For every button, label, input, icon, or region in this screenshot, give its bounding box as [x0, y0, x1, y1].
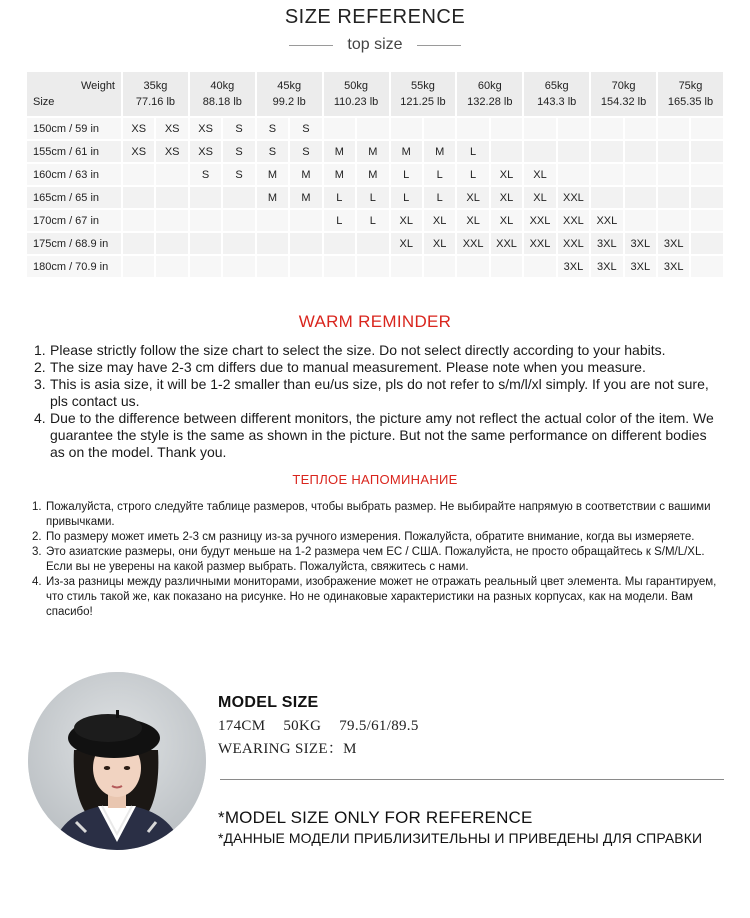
size-cell: S — [223, 118, 254, 139]
list-item: 2. The size may have 2-3 cm differs due to manual measurement. Please note when you measure. — [34, 359, 646, 375]
size-cell — [625, 187, 656, 208]
size-cell: XXL — [558, 210, 589, 231]
size-cell — [391, 256, 422, 277]
size-cell — [658, 118, 689, 139]
size-cell: XL — [457, 210, 488, 231]
size-cell — [558, 118, 589, 139]
size-cell — [223, 210, 254, 231]
size-cell — [123, 210, 154, 231]
size-cell: XXL — [558, 233, 589, 254]
warm-reminder-ru-title: ТЕПЛОЕ НАПОМИНАНИЕ — [292, 472, 458, 487]
table-row — [27, 210, 723, 231]
size-cell — [190, 210, 221, 231]
row-height-label: 170cm / 67 in — [27, 210, 121, 231]
weight-axis-label: Weight — [80, 80, 115, 92]
size-cell — [324, 233, 355, 254]
size-cell — [691, 233, 723, 254]
size-cell — [290, 233, 321, 254]
size-cell: L — [424, 187, 455, 208]
size-cell: S — [257, 118, 288, 139]
size-cell: 3XL — [658, 233, 689, 254]
size-cell: XL — [524, 164, 555, 185]
size-cell — [123, 164, 154, 185]
size-cell: XS — [190, 141, 221, 162]
size-cell: L — [357, 187, 388, 208]
size-cell — [691, 118, 723, 139]
size-cell — [324, 256, 355, 277]
size-cell — [290, 256, 321, 277]
size-cell: S — [223, 141, 254, 162]
size-cell: M — [424, 141, 455, 162]
weight-header: 75kg 165.35 lb — [658, 72, 723, 116]
size-cell — [357, 118, 388, 139]
warm-reminder-title: WARM REMINDER — [298, 312, 452, 331]
size-cell: L — [324, 187, 355, 208]
size-cell: XL — [491, 210, 522, 231]
size-cell — [223, 233, 254, 254]
size-cell — [123, 233, 154, 254]
size-cell: XS — [123, 118, 154, 139]
weight-header: 45kg 99.2 lb — [257, 72, 322, 116]
size-cell — [625, 210, 656, 231]
model-measurements: 79.5/61/89.5 — [339, 718, 419, 734]
size-cell — [524, 141, 555, 162]
size-cell — [424, 256, 455, 277]
reference-note-en: *MODEL SIZE ONLY FOR REFERENCE — [218, 808, 533, 827]
size-cell — [190, 256, 221, 277]
size-cell — [658, 187, 689, 208]
subtitle-row — [0, 36, 750, 54]
size-cell — [223, 256, 254, 277]
list-item: 3. Это азиатские размеры, они будут меньше на 1-2 размера чем ЕС / США. Пожалуйста, не просто обращайтесь к S/M/L/XL. Если вы не уверены на какой размер выбрать. Пожалуйста, свяжитесь с нами. — [32, 546, 705, 573]
size-cell: L — [391, 187, 422, 208]
size-cell: M — [290, 187, 321, 208]
size-cell: 3XL — [558, 256, 589, 277]
size-cell — [190, 233, 221, 254]
size-cell: S — [290, 141, 321, 162]
size-cell: M — [324, 164, 355, 185]
model-size-title: MODEL SIZE — [218, 694, 319, 711]
size-cell — [391, 118, 422, 139]
warm-reminder-list — [34, 342, 724, 461]
size-cell — [257, 210, 288, 231]
size-cell: L — [457, 141, 488, 162]
size-cell: L — [324, 210, 355, 231]
size-cell — [558, 141, 589, 162]
size-cell — [658, 210, 689, 231]
size-cell: XXL — [491, 233, 522, 254]
size-cell — [524, 256, 555, 277]
size-cell: XXL — [524, 233, 555, 254]
size-cell: XL — [457, 187, 488, 208]
size-cell — [691, 141, 723, 162]
size-cell — [491, 118, 522, 139]
size-cell: 3XL — [658, 256, 689, 277]
model-weight: 50KG — [283, 718, 322, 734]
size-cell: M — [357, 164, 388, 185]
size-cell: M — [357, 141, 388, 162]
size-cell — [123, 256, 154, 277]
model-illustration — [28, 672, 206, 850]
list-item: 1. Пожалуйста, строго следуйте таблице размеров, чтобы выбрать размер. Не выбирайте напрямую в соответствии с вашими привычками. — [32, 501, 711, 528]
size-cell: XL — [491, 164, 522, 185]
size-cell — [491, 256, 522, 277]
size-cell: XXL — [558, 187, 589, 208]
size-cell: L — [457, 164, 488, 185]
size-cell — [457, 256, 488, 277]
size-cell: 3XL — [591, 233, 622, 254]
weight-header: 65kg 143.3 lb — [524, 72, 589, 116]
weight-header: 55kg 121.25 lb — [391, 72, 456, 116]
size-cell — [123, 187, 154, 208]
size-axis-label: Size — [33, 96, 55, 108]
weight-header: 60kg 132.28 lb — [457, 72, 522, 116]
size-cell — [524, 118, 555, 139]
size-cell — [357, 233, 388, 254]
size-cell: L — [424, 164, 455, 185]
size-cell — [156, 256, 187, 277]
size-cell: XL — [391, 233, 422, 254]
size-cell: S — [290, 118, 321, 139]
size-cell: XL — [524, 187, 555, 208]
size-cell: 3XL — [625, 233, 656, 254]
size-cell — [424, 118, 455, 139]
table-row — [27, 164, 723, 185]
size-cell: XL — [424, 233, 455, 254]
size-cell — [591, 164, 622, 185]
weight-header: 40kg 88.18 lb — [190, 72, 255, 116]
size-cell — [491, 141, 522, 162]
model-height: 174CM — [218, 718, 266, 734]
size-cell — [691, 187, 723, 208]
list-item: 3. This is asia size, it will be 1-2 smaller than eu/us size, pls do not refer to s/m/l/xl simply. If you are not sure, pls contact us. — [34, 376, 709, 409]
size-cell — [324, 118, 355, 139]
size-cell — [290, 210, 321, 231]
weight-header: 35kg 77.16 lb — [123, 72, 188, 116]
row-height-label: 165cm / 65 in — [27, 187, 121, 208]
size-cell — [691, 256, 723, 277]
size-cell — [257, 256, 288, 277]
list-item: 2. По размеру может иметь 2-3 см разницу из-за ручного измерения. Пожалуйста, обратите внимание, когда вы измеряете. — [32, 531, 695, 543]
corner-cell — [27, 72, 121, 116]
size-cell — [257, 233, 288, 254]
size-cell — [625, 164, 656, 185]
size-cell: M — [391, 141, 422, 162]
table-row — [27, 187, 723, 208]
size-cell: 3XL — [591, 256, 622, 277]
size-cell: XL — [491, 187, 522, 208]
list-item: 4. Из-за разницы между различными мониторами, изображение может не отражать реальный цвет элемента. Мы гарантируем, что стиль такой же, как показано на рисунке. Но не одинаковые характеристики на разных корпусах, как на модели. Вам спасибо! — [32, 576, 717, 618]
size-cell: L — [357, 210, 388, 231]
size-cell: S — [190, 164, 221, 185]
size-cell: XS — [156, 118, 187, 139]
size-cell — [658, 141, 689, 162]
section-divider — [220, 779, 724, 780]
size-cell: XL — [391, 210, 422, 231]
warm-reminder-ru-list — [32, 500, 722, 620]
size-table — [25, 70, 725, 279]
size-cell — [156, 164, 187, 185]
row-height-label: 175cm / 68.9 in — [27, 233, 121, 254]
size-cell: M — [257, 187, 288, 208]
size-cell — [591, 187, 622, 208]
size-cell — [223, 187, 254, 208]
size-cell: XXL — [524, 210, 555, 231]
size-cell: XS — [156, 141, 187, 162]
row-height-label: 150cm / 59 in — [27, 118, 121, 139]
size-table-header — [27, 72, 723, 116]
subtitle-divider-right — [417, 45, 461, 46]
size-cell — [156, 210, 187, 231]
size-cell: 3XL — [625, 256, 656, 277]
size-cell — [591, 118, 622, 139]
size-cell — [156, 187, 187, 208]
model-photo — [28, 672, 206, 850]
size-cell: S — [223, 164, 254, 185]
list-item: 1. Please strictly follow the size chart to select the size. Do not select directly according to your habits. — [34, 342, 666, 358]
size-cell: M — [324, 141, 355, 162]
weight-header: 50kg 110.23 lb — [324, 72, 389, 116]
size-cell — [457, 118, 488, 139]
size-cell: XS — [190, 118, 221, 139]
size-cell: M — [290, 164, 321, 185]
wearing-size: WEARING SIZE：M — [218, 741, 357, 757]
size-cell — [591, 141, 622, 162]
size-cell: XXL — [457, 233, 488, 254]
weight-header: 70kg 154.32 lb — [591, 72, 656, 116]
size-cell — [156, 233, 187, 254]
table-row — [27, 118, 723, 139]
list-item: 4. Due to the difference between different monitors, the picture amy not reflect the actual color of the item. We guarantee the style is the same as shown in the picture. But not the same performance on different bodies as on the model. Thank you. — [34, 410, 714, 460]
size-cell — [190, 187, 221, 208]
size-cell: M — [257, 164, 288, 185]
model-stats — [218, 718, 437, 735]
page-title: SIZE REFERENCE — [284, 6, 466, 28]
reference-note-ru: *ДАННЫЕ МОДЕЛИ ПРИБЛИЗИТЕЛЬНЫ И ПРИВЕДЕНЫ ДЛЯ СПРАВКИ — [218, 830, 703, 846]
subtitle: top size — [347, 36, 403, 53]
size-cell: XL — [424, 210, 455, 231]
size-cell — [691, 164, 723, 185]
table-row — [27, 233, 723, 254]
row-height-label: 160cm / 63 in — [27, 164, 121, 185]
table-row — [27, 256, 723, 277]
size-cell: L — [391, 164, 422, 185]
size-cell: XS — [123, 141, 154, 162]
size-cell — [658, 164, 689, 185]
size-cell: S — [257, 141, 288, 162]
size-cell: XXL — [591, 210, 622, 231]
size-cell — [357, 256, 388, 277]
row-height-label: 155cm / 61 in — [27, 141, 121, 162]
size-cell — [558, 164, 589, 185]
size-cell — [625, 141, 656, 162]
size-cell — [625, 118, 656, 139]
size-cell — [691, 210, 723, 231]
subtitle-divider-left — [289, 45, 333, 46]
table-row — [27, 141, 723, 162]
row-height-label: 180cm / 70.9 in — [27, 256, 121, 277]
